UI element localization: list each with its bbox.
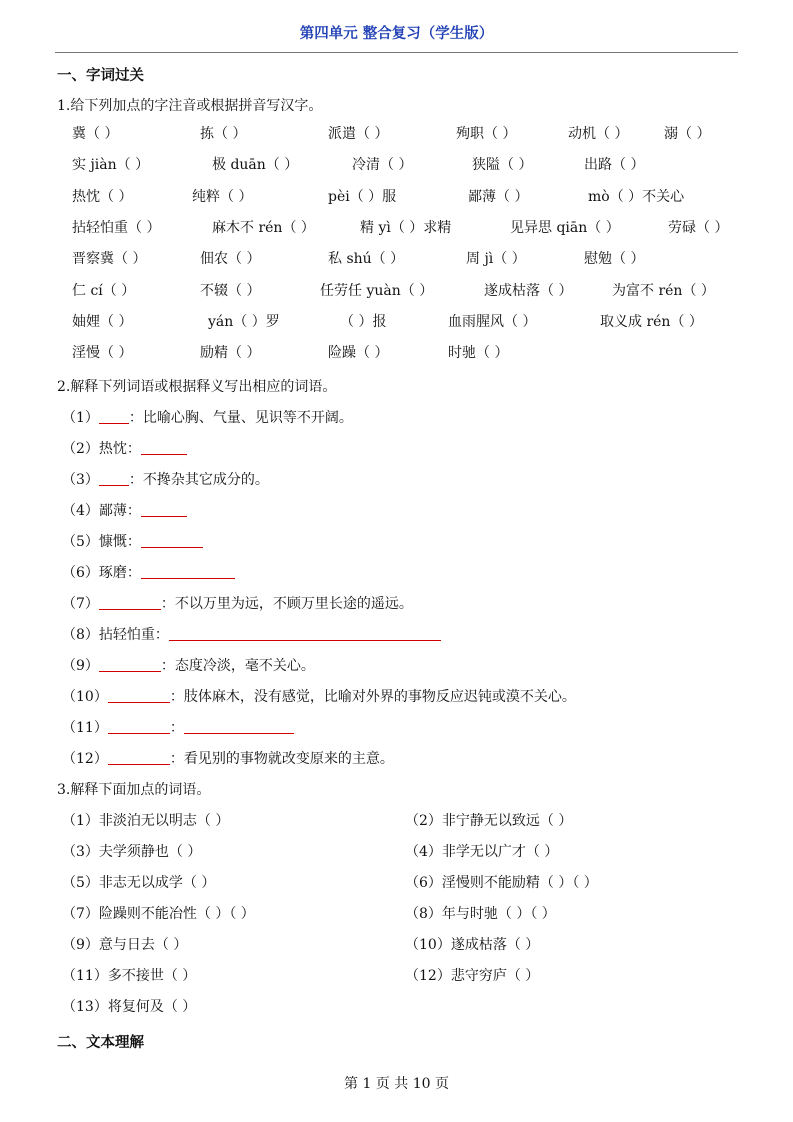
q1-item: 冷清（ ） [352,157,413,174]
q1-item: 慰勉（ ） [584,251,645,268]
answer-blank[interactable] [99,657,161,672]
q2-item-8 [62,624,441,644]
q3-item-8: （8）年与时驰（ ）（ ） [405,906,556,922]
q1-item: 冀（ ） [72,126,119,142]
q1-item: 周 jì（ ） [466,251,526,268]
answer-blank[interactable] [108,688,170,703]
q2-item-11 [62,717,294,737]
q3-item-7: （7）险躁则不能冶性（ ）（ ） [62,906,255,922]
q3-title: 3.解释下面加点的词语。 [57,782,211,798]
item-number: （8） [62,627,99,643]
q3-item-3: （3）夫学须静也（ ） [62,844,202,860]
q1-item: 取义成 rén（ ） [600,313,703,330]
q1-item: 见异思 qiān（ ） [510,219,620,236]
answer-blank[interactable] [169,626,441,641]
answer-blank[interactable] [108,750,170,765]
q3-item-10: （10）遂成枯落（ ） [405,937,540,953]
item-text: ：态度冷淡，毫不关心。 [160,658,315,674]
page-footer: 第 1 页 共 10 页 [344,1076,449,1092]
q1-item: 妯娌（ ） [72,313,133,330]
q1-item: （ ）报 [340,313,387,330]
q2-item-4 [62,500,187,520]
q2-item-5 [62,531,203,551]
q1-item: 纯粹（ ） [192,188,253,205]
q2-item-12 [62,748,394,768]
q1-item: 励精（ ） [200,345,261,362]
q3-item-11: （11）多不接世（ ） [62,968,197,984]
item-term: 热忱： [98,441,141,457]
item-number: （4） [62,503,99,519]
q1-item: 出路（ ） [584,157,645,174]
item-term: 慷慨： [98,534,141,550]
q1-item: 仁 cí（ ） [72,282,136,299]
q1-item: 精 yì（ ）求精 [360,219,452,236]
q1-item: 劳碌（ ） [668,219,729,236]
answer-blank[interactable] [99,409,129,424]
item-text: ：不搀杂其它成分的。 [128,472,269,488]
item-term: 拈轻怕重： [98,627,169,643]
q1-item: 佃农（ ） [200,251,261,268]
q3-item-9: （9）意与日去（ ） [62,937,188,953]
q3-item-1: （1）非淡泊无以明志（ ） [62,813,230,829]
q1-item: pèi（ ）服 [328,188,397,205]
item-text: ：不以万里为远，不顾万里长途的遥远。 [160,596,413,612]
q1-item: 不辍（ ） [200,282,261,299]
q1-item: 狭隘（ ） [472,157,533,174]
q1-item: yán（ ）罗 [208,313,280,330]
q1-item: 遂成枯落（ ） [484,282,573,299]
q3-item-6: （6）淫慢则不能励精（ ）（ ） [405,875,598,891]
item-number: （7） [62,596,99,612]
item-term: 琢磨： [98,565,141,581]
answer-blank[interactable] [141,533,203,548]
q1-item: 溺（ ） [664,126,711,142]
q2-item-10 [62,686,576,706]
q2-item-1 [62,407,353,427]
q1-item: 拣（ ） [200,126,247,142]
q1-item: 淫慢（ ） [72,345,133,362]
item-text: ：看见别的事物就改变原来的主意。 [169,751,394,767]
q2-item-2 [62,438,187,458]
q2-item-7 [62,593,413,613]
q3-item-2: （2）非宁静无以致远（ ） [405,813,573,829]
q1-item: 殉职（ ） [456,126,517,142]
q1-item: mò（ ）不关心 [588,188,685,205]
answer-blank[interactable] [99,595,161,610]
q2-item-9 [62,655,315,675]
q3-item-13: （13）将复何及（ ） [62,999,197,1015]
item-term: 鄙薄： [98,503,141,519]
q2-item-6 [62,562,235,582]
item-number: （12） [62,751,108,767]
item-number: （10） [62,689,108,705]
item-text: ：肢体麻木，没有感觉，比喻对外界的事物反应迟钝或漠不关心。 [169,689,576,705]
q1-item: 鄙薄（ ） [468,188,529,205]
answer-blank[interactable] [108,719,170,734]
q3-item-4: （4）非学无以广才（ ） [405,844,559,860]
q3-item-12: （12）悲守穷庐（ ） [405,968,540,984]
q2-title: 2.解释下列词语或根据释义写出相应的词语。 [57,379,337,395]
q1-item: 派遣（ ） [328,126,389,142]
section-title-vocabulary: 一、字词过关 [57,67,144,84]
item-number: （11） [62,720,108,736]
answer-blank[interactable] [141,440,187,455]
q1-item: 动机（ ） [568,126,629,142]
item-number: （3） [62,472,99,488]
q2-item-3 [62,469,269,489]
q1-item: 为富不 rén（ ） [612,282,715,299]
answer-blank[interactable] [184,719,294,734]
answer-blank[interactable] [141,564,235,579]
q1-item: 麻木不 rén（ ） [212,219,315,236]
item-colon: ： [169,720,184,736]
answer-blank[interactable] [141,502,187,517]
item-text: ：比喻心胸、气量、见识等不开阔。 [128,410,353,426]
item-number: （2） [62,441,99,457]
item-number: （6） [62,565,99,581]
section-title-text-comprehension: 二、文本理解 [57,1034,144,1051]
page-header-title: 第四单元 整合复习（学生版） [299,25,494,42]
q1-item: 热忱（ ） [72,188,133,205]
q1-item: 晋察冀（ ） [72,251,147,268]
q1-item: 私 shú（ ） [328,251,405,268]
q1-title: 1.给下列加点的字注音或根据拼音写汉字。 [57,98,323,114]
header-divider [55,52,738,53]
item-number: （5） [62,534,99,550]
q1-item: 实 jiàn（ ） [72,157,150,174]
q1-item: 险躁（ ） [328,345,389,362]
item-number: （9） [62,658,99,674]
q1-item: 极 duān（ ） [212,157,299,174]
q1-item: 任劳任 yuàn（ ） [320,282,434,299]
q3-item-5: （5）非志无以成学（ ） [62,875,216,891]
q1-item: 拈轻怕重（ ） [72,219,161,236]
answer-blank[interactable] [99,471,129,486]
item-number: （1） [62,410,99,426]
q1-item: 时驰（ ） [448,345,509,362]
q1-item: 血雨腥风（ ） [448,313,537,330]
